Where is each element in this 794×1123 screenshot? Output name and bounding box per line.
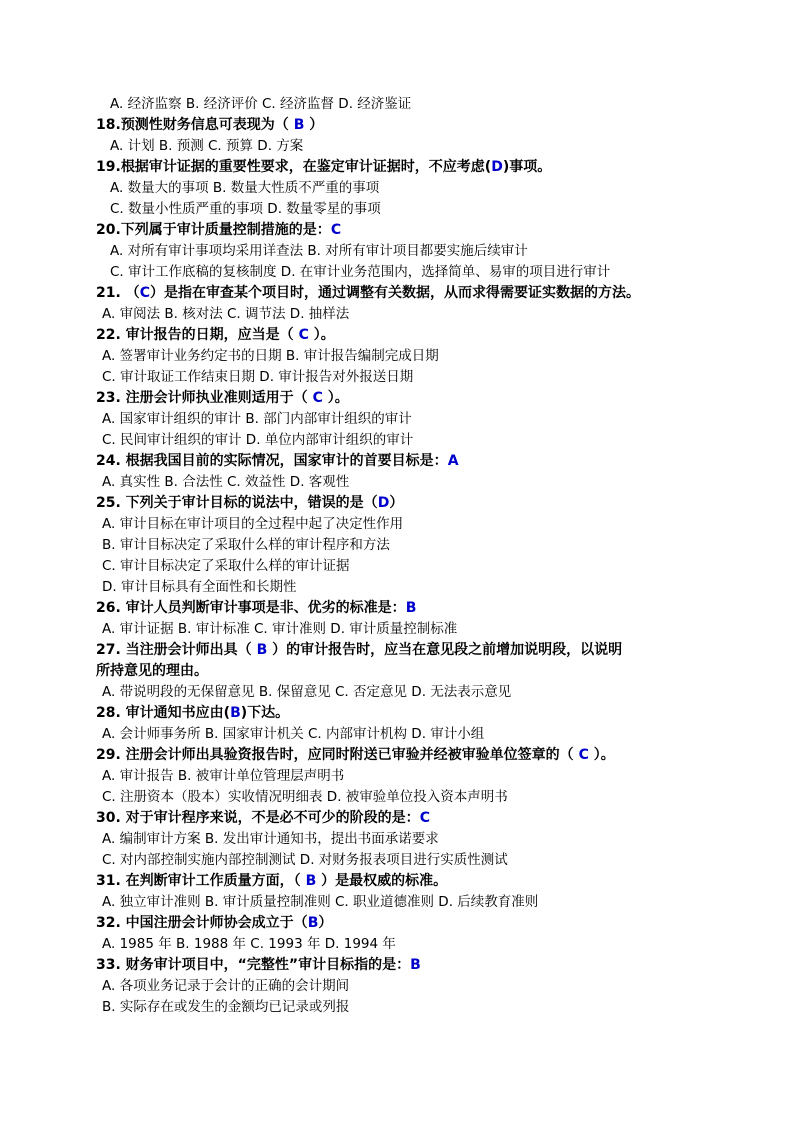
option-line: [96, 409, 736, 430]
answer-letter: B: [293, 117, 305, 133]
question-number: 18.: [96, 117, 121, 133]
answer-letter: D: [377, 495, 390, 511]
option-text: A. 签署审计业务约定书的日期 B. 审计报告编制完成日期: [102, 348, 439, 364]
option-text: A. 计划 B. 预测 C. 预算 D. 方案: [110, 138, 304, 154]
question-text-tail: ）。: [308, 327, 335, 343]
question-text-tail: )下达。: [240, 705, 290, 721]
question-line: [96, 661, 736, 682]
answer-letter: C: [139, 285, 150, 301]
question-line: [96, 871, 736, 892]
question-line: [96, 157, 736, 178]
answer-letter: A: [447, 453, 459, 469]
option-line: [96, 766, 736, 787]
option-line: [96, 535, 736, 556]
option-line: [96, 262, 736, 283]
question-text-tail: ）。: [322, 390, 349, 406]
option-text: A. 数量大的事项 B. 数量大性质不严重的事项: [110, 180, 380, 196]
question-number: 22.: [96, 327, 121, 343]
option-line: [96, 619, 736, 640]
question-text: 审计通知书应由(: [120, 705, 231, 721]
option-line: [96, 682, 736, 703]
answer-letter: C: [419, 810, 430, 826]
question-number: 24.: [96, 453, 121, 469]
answer-letter: B: [230, 705, 241, 721]
question-line: [96, 115, 736, 136]
option-line: [96, 178, 736, 199]
option-line: [96, 892, 736, 913]
question-text-tail: )事项。: [502, 159, 552, 175]
question-text-tail: ）是最权威的标准。: [316, 873, 448, 889]
option-text: A. 1985 年 B. 1988 年 C. 1993 年 D. 1994 年: [102, 936, 396, 952]
question-text: 注册会计师出具验资报告时，应同时附送已审验并经被审验单位签章的（: [120, 747, 579, 763]
option-text: A. 审计证据 B. 审计标准 C. 审计准则 D. 审计质量控制标准: [102, 621, 458, 637]
question-line: [96, 703, 736, 724]
option-text: C. 数量小性质严重的事项 D. 数量零星的事项: [110, 201, 381, 217]
answer-letter: B: [307, 915, 319, 931]
question-number: 19.: [96, 159, 121, 175]
option-line: [96, 199, 736, 220]
question-text: 当注册会计师出具（: [120, 642, 257, 658]
option-text: A. 对所有审计事项均采用详查法 B. 对所有审计项目都要实施后续审计: [110, 243, 528, 259]
answer-letter: B: [256, 642, 268, 658]
option-text: C. 审计工作底稿的复核制度 D. 在审计业务范围内，选择简单、易审的项目进行审计: [110, 264, 611, 280]
option-text: A. 国家审计组织的审计 B. 部门内部审计组织的审计: [102, 411, 412, 427]
question-text-tail: ）: [304, 117, 324, 133]
question-line: [96, 325, 736, 346]
question-number: 27.: [96, 642, 121, 658]
question-text-tail: ）是指在审查某个项目时，通过调整有关数据，从而求得需要证实数据的方法。: [149, 285, 640, 301]
answer-letter: C: [578, 747, 589, 763]
option-line: [96, 367, 736, 388]
question-text: 所持意见的理由。: [96, 663, 208, 679]
question-line: [96, 220, 736, 241]
option-text: A. 审阅法 B. 核对法 C. 调节法 D. 抽样法: [102, 306, 350, 322]
question-text: 审计报告的日期，应当是（: [120, 327, 299, 343]
question-text: （: [120, 285, 140, 301]
question-number: 26.: [96, 600, 121, 616]
option-text: C. 注册资本（股本）实收情况明细表 D. 被审验单位投入资本声明书: [102, 789, 508, 805]
question-number: 21.: [96, 285, 121, 301]
option-text: D. 审计目标具有全面性和长期性: [102, 579, 297, 595]
question-line: [96, 283, 736, 304]
question-text: 财务审计项目中，“完整性”审计目标指的是：: [120, 957, 411, 973]
option-line: [96, 241, 736, 262]
option-line: [96, 304, 736, 325]
option-text: C. 审计取证工作结束日期 D. 审计报告对外报送日期: [102, 369, 414, 385]
question-text: 中国注册会计师协会成立于（: [120, 915, 308, 931]
option-text: A. 各项业务记录于会计的正确的会计期间: [102, 978, 350, 994]
option-text: B. 实际存在或发生的金额均已记录或列报: [102, 999, 350, 1015]
question-line: [96, 808, 736, 829]
question-text: 下列属于审计质量控制措施的是：: [120, 222, 331, 238]
option-line: [96, 472, 736, 493]
question-number: 31.: [96, 873, 121, 889]
question-text: 在判断审计工作质量方面，（: [120, 873, 306, 889]
question-line: [96, 955, 736, 976]
question-text: 注册会计师执业准则适用于（: [120, 390, 313, 406]
question-number: 33.: [96, 957, 121, 973]
answer-letter: B: [305, 873, 317, 889]
option-line: [96, 850, 736, 871]
option-line: [96, 94, 736, 115]
question-text: 下列关于审计目标的说法中，错误的是（: [120, 495, 378, 511]
question-number: 32.: [96, 915, 121, 931]
option-line: [96, 724, 736, 745]
answer-letter: B: [410, 957, 421, 973]
question-text-tail: ）的审计报告时，应当在意见段之前增加说明段，以说明: [267, 642, 623, 658]
question-line: [96, 640, 736, 661]
option-text: C. 对内部控制实施内部控制测试 D. 对财务报表项目进行实质性测试: [102, 852, 508, 868]
question-number: 29.: [96, 747, 121, 763]
question-line: [96, 598, 736, 619]
question-line: [96, 388, 736, 409]
option-line: [96, 556, 736, 577]
answer-letter: C: [298, 327, 309, 343]
question-text-tail: ）。: [588, 747, 615, 763]
option-text: A. 审计目标在审计项目的全过程中起了决定性作用: [102, 516, 404, 532]
question-text-tail: ）: [318, 915, 333, 931]
question-line: [96, 493, 736, 514]
question-text: 根据我国目前的实际情况，国家审计的首要目标是：: [120, 453, 448, 469]
option-text: A. 会计师事务所 B. 国家审计机关 C. 内部审计机构 D. 审计小组: [102, 726, 485, 742]
option-text: C. 审计目标决定了采取什么样的审计证据: [102, 558, 350, 574]
option-line: [96, 430, 736, 451]
option-text: A. 审计报告 B. 被审计单位管理层声明书: [102, 768, 345, 784]
question-number: 28.: [96, 705, 121, 721]
option-line: [96, 787, 736, 808]
option-line: [96, 346, 736, 367]
question-line: [96, 745, 736, 766]
option-text: B. 审计目标决定了采取什么样的审计程序和方法: [102, 537, 390, 553]
option-text: C. 民间审计组织的审计 D. 单位内部审计组织的审计: [102, 432, 414, 448]
option-line: [96, 997, 736, 1018]
document-page: [96, 94, 736, 1018]
question-number: 30.: [96, 810, 121, 826]
question-line: [96, 913, 736, 934]
question-text: 审计人员判断审计事项是非、优劣的标准是：: [120, 600, 406, 616]
option-text: A. 经济监察 B. 经济评价 C. 经济监督 D. 经济鉴证: [110, 96, 412, 112]
question-text: 预测性财务信息可表现为（: [120, 117, 294, 133]
answer-letter: C: [312, 390, 323, 406]
question-line: [96, 451, 736, 472]
question-text-tail: ）: [389, 495, 404, 511]
option-text: A. 编制审计方案 B. 发出审计通知书，提出书面承诺要求: [102, 831, 439, 847]
option-text: A. 带说明段的无保留意见 B. 保留意见 C. 否定意见 D. 无法表示意见: [102, 684, 512, 700]
answer-letter: B: [405, 600, 417, 616]
question-text: 对于审计程序来说，不是必不可少的阶段的是：: [120, 810, 420, 826]
question-number: 20.: [96, 222, 121, 238]
answer-letter: C: [330, 222, 342, 238]
option-line: [96, 829, 736, 850]
question-number: 23.: [96, 390, 121, 406]
option-line: [96, 136, 736, 157]
option-line: [96, 976, 736, 997]
option-line: [96, 577, 736, 598]
option-line: [96, 514, 736, 535]
option-text: A. 独立审计准则 B. 审计质量控制准则 C. 职业道德准则 D. 后续教育准则: [102, 894, 539, 910]
answer-letter: D: [491, 159, 503, 175]
question-text: 根据审计证据的重要性要求，在鉴定审计证据时，不应考虑(: [120, 159, 492, 175]
question-number: 25.: [96, 495, 121, 511]
option-text: A. 真实性 B. 合法性 C. 效益性 D. 客观性: [102, 474, 350, 490]
option-line: [96, 934, 736, 955]
